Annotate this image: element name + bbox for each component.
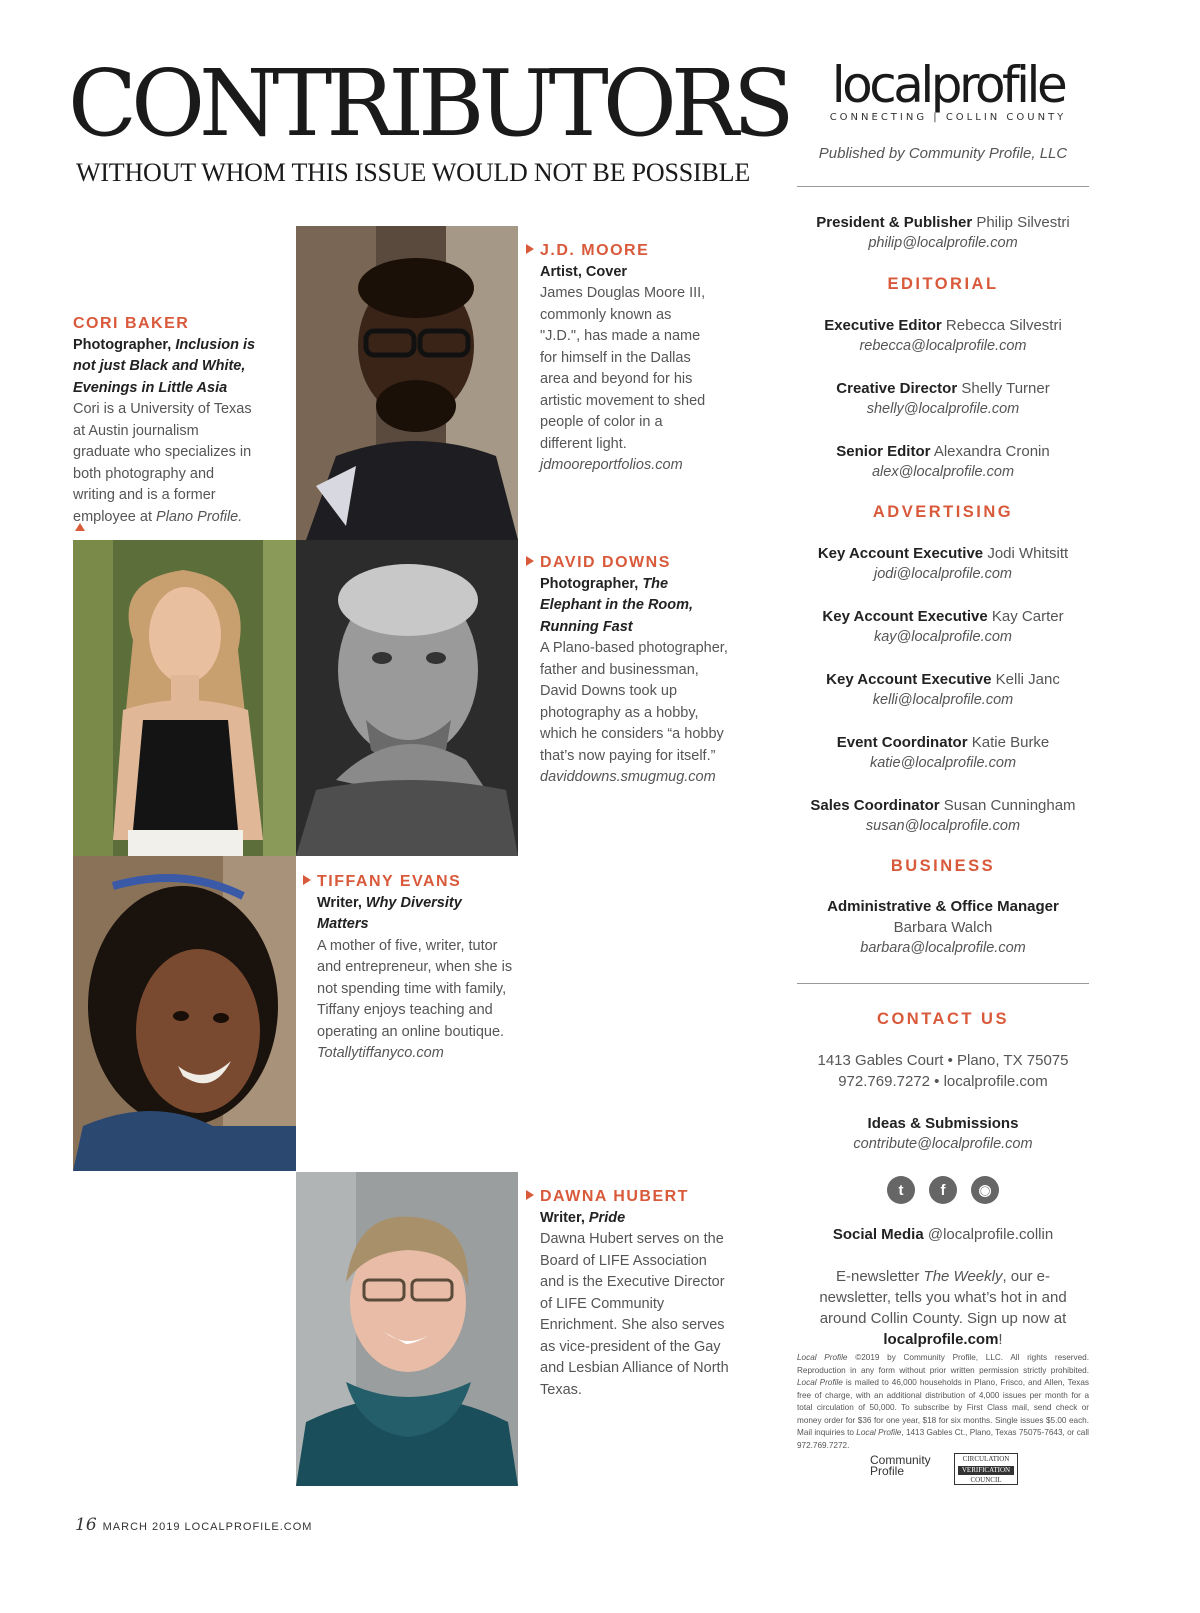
staff-email[interactable]: kelli@localprofile.com: [872, 692, 1014, 708]
staff-name: Kay Carter: [991, 608, 1064, 625]
social-title: Social Media: [832, 1226, 924, 1243]
logo-tagline: CONNECTING | COLLIN COUNTY: [829, 112, 1067, 123]
divider: [797, 983, 1089, 984]
contributor-role-stories: The Elephant in the Room, Running Fast: [540, 575, 694, 635]
masthead-advertising-4: [797, 795, 1089, 837]
page-footer: [75, 1515, 312, 1535]
instagram-icon[interactable]: ◉: [971, 1176, 999, 1204]
logo-wordmark: localprofile: [831, 56, 1065, 114]
bio-dawna-hubert: [540, 1186, 735, 1401]
masthead-editorial-2: [797, 441, 1089, 483]
page-title: CONTRIBUTORS: [68, 50, 789, 157]
staff-email[interactable]: susan@localprofile.com: [865, 818, 1021, 834]
community-profile-logo: Community Profile: [870, 1453, 931, 1478]
staff-email[interactable]: alex@localprofile.com: [871, 464, 1015, 480]
staff-title: Executive Editor: [824, 317, 942, 334]
fine-text: , 1413 Gables Ct., Plano, Texas 75075-7643, or call 972.769.7272.: [797, 1428, 1089, 1450]
staff-title: Event Coordinator: [836, 734, 968, 751]
staff-email[interactable]: rebecca@localprofile.com: [859, 338, 1027, 354]
staff-title: Senior Editor: [836, 443, 931, 460]
contributor-name: TIFFANY EVANS: [317, 873, 462, 890]
fine-publication: Local Profile: [856, 1428, 902, 1437]
contributor-role-stories: Why Diversity Matters: [317, 894, 462, 932]
contributor-role-stories: Inclusion is not just Black and White, Evenings in Little Asia: [73, 336, 256, 396]
section-heading-contact: CONTACT US: [877, 1010, 1009, 1028]
enews-title: The Weekly: [923, 1268, 1003, 1285]
contributor-name: DAWNA HUBERT: [540, 1188, 689, 1205]
staff-email[interactable]: philip@localprofile.com: [868, 235, 1018, 251]
twitter-icon[interactable]: t: [887, 1176, 915, 1204]
photo-cori-baker: [73, 540, 296, 856]
divider: [797, 186, 1089, 187]
contributor-bio: A mother of five, writer, tutor and entrepreneur, when she is not spending time with family, Tiffany enjoys teaching and operating an online boutique.: [317, 937, 513, 1040]
fine-publication: Local Profile: [797, 1353, 848, 1362]
footer-text: MARCH 2019 LOCALPROFILE.COM: [102, 1521, 313, 1533]
staff-title: Administrative & Office Manager: [827, 898, 1059, 915]
section-heading-advertising: ADVERTISING: [872, 503, 1014, 521]
masthead-editorial-1: [797, 378, 1089, 420]
contact-info: [797, 1050, 1089, 1092]
contributor-role-prefix: Writer,: [540, 1209, 589, 1226]
contributor-bio: James Douglas Moore III, commonly known as "J.D.", has made a name for himself in the Dallas area and beyond for his artistic movement to shed people of color in a different light.: [540, 285, 706, 452]
staff-name: Alexandra Cronin: [933, 443, 1050, 460]
staff-title: Key Account Executive: [817, 545, 984, 562]
contributor-link[interactable]: jdmooreportfolios.com: [540, 457, 683, 473]
bio-david-downs: [540, 552, 730, 789]
social-handle[interactable]: @localprofile.collin: [927, 1226, 1054, 1243]
contributor-role-prefix: Photographer,: [540, 575, 643, 592]
staff-name: Barbara Walch: [893, 919, 993, 936]
contributor-bio: Cori is a University of Texas at Austin journalism graduate who specializes in both photography and writing and is a former employee at: [73, 401, 252, 525]
bio-jd-moore: [540, 240, 710, 477]
staff-name: Philip Silvestri: [976, 214, 1070, 231]
published-by: Published by Community Profile, LLC: [818, 145, 1068, 162]
photo-david-downs: [296, 540, 518, 856]
staff-title: President & Publisher: [816, 214, 973, 231]
staff-name: Rebecca Silvestri: [945, 317, 1062, 334]
contributor-bio: Dawna Hubert serves on the Board of LIFE Association and is the Executive Director of LIFE Community Enrichment. She also serves as vice-president of the Gay and Lesbian Alliance of North Texas.: [540, 1231, 729, 1398]
staff-name: Susan Cunningham: [943, 797, 1076, 814]
contributor-name: CORI BAKER: [73, 315, 190, 332]
masthead-business: [797, 896, 1089, 959]
contributor-role-prefix: Photographer,: [73, 336, 176, 353]
photo-jd-moore: [296, 226, 518, 540]
contributor-bio: A Plano-based photographer, father and businessman, David Downs took up photography as a hobby, which he considers “a hobby that’s now paying for itself.”: [540, 640, 728, 764]
pointer-icon: [526, 556, 534, 566]
pointer-icon: [526, 244, 534, 254]
masthead-advertising-1: [797, 606, 1089, 648]
staff-email[interactable]: kay@localprofile.com: [873, 629, 1013, 645]
bio-cori-baker: [73, 313, 258, 528]
page-subtitle: WITHOUT WHOM THIS ISSUE WOULD NOT BE POSSIBLE: [76, 158, 750, 187]
staff-name: Jodi Whitsitt: [987, 545, 1069, 562]
ideas-title: Ideas & Submissions: [867, 1115, 1019, 1132]
section-heading-business: BUSINESS: [890, 857, 996, 875]
enewsletter: [797, 1266, 1089, 1350]
pointer-up-icon: [75, 523, 85, 531]
social-media: [797, 1224, 1089, 1245]
staff-name: Katie Burke: [971, 734, 1050, 751]
contributor-role: Artist, Cover: [540, 263, 628, 280]
contributor-name: J.D. MOORE: [540, 242, 650, 259]
ideas-submissions: [797, 1113, 1089, 1155]
pointer-icon: [303, 875, 311, 885]
masthead-publisher: [797, 212, 1089, 254]
staff-name: Shelly Turner: [961, 380, 1050, 397]
photo-tiffany-evans: [73, 856, 296, 1171]
staff-title: Key Account Executive: [826, 671, 992, 688]
staff-name: Kelli Janc: [995, 671, 1060, 688]
contributor-name: DAVID DOWNS: [540, 554, 671, 571]
contributor-bio-publication: Plano Profile.: [156, 508, 243, 525]
section-heading-editorial: EDITORIAL: [887, 275, 999, 293]
masthead-advertising-0: [797, 543, 1089, 585]
cvc-text: COUNCIL: [970, 1476, 1002, 1484]
pointer-icon: [526, 1190, 534, 1200]
masthead-advertising-3: [797, 732, 1089, 774]
facebook-icon[interactable]: f: [929, 1176, 957, 1204]
fine-print: [797, 1352, 1089, 1452]
cvc-text: VERIFICATION: [958, 1466, 1014, 1476]
cvc-text: CIRCULATION: [962, 1455, 1010, 1463]
staff-title: Key Account Executive: [822, 608, 988, 625]
enews-text: !: [998, 1331, 1003, 1348]
contributor-link[interactable]: daviddowns.smugmug.com: [540, 769, 716, 785]
page-number: 16: [75, 1515, 97, 1535]
social-icons: [797, 1176, 1089, 1204]
staff-title: Creative Director: [836, 380, 958, 397]
ideas-email[interactable]: contribute@localprofile.com: [853, 1136, 1033, 1152]
masthead-editorial-0: [797, 315, 1089, 357]
contributor-link[interactable]: Totallytiffanyco.com: [317, 1045, 444, 1061]
fine-text: ©2019 by Community Profile, LLC. All rights reserved. Reproduction in any form without prior written permission strictly prohibited.: [797, 1353, 1089, 1375]
fine-publication: Local Profile: [797, 1378, 843, 1387]
photo-dawna-hubert: [296, 1172, 518, 1486]
contact-phone-web: 972.769.7272 • localprofile.com: [838, 1073, 1048, 1090]
fine-text: is mailed to 46,000 households in Plano, Frisco, and Allen, Texas free of charge, with an additional distribution of 4,000 issues per month for a total circulation of 50,000. To subscribe by First Class mail, send check or money order for $36 for one year, $18 for six months. Single issues $5.00 each. Mail inquiries to: [797, 1378, 1089, 1437]
masthead-advertising-2: [797, 669, 1089, 711]
staff-email[interactable]: barbara@localprofile.com: [860, 940, 1026, 956]
staff-email[interactable]: shelly@localprofile.com: [866, 401, 1020, 417]
staff-email[interactable]: katie@localprofile.com: [869, 755, 1017, 771]
enews-text: E-newsletter: [836, 1268, 924, 1285]
contributor-role-prefix: Writer,: [317, 894, 366, 911]
enews-link[interactable]: localprofile.com: [883, 1331, 999, 1348]
enews-text: , our e-newsletter, tells you what’s hot in and around Collin County. Sign up now at: [819, 1268, 1067, 1327]
localprofile-logo: [808, 56, 1088, 123]
staff-email[interactable]: jodi@localprofile.com: [873, 566, 1013, 582]
staff-title: Sales Coordinator: [810, 797, 940, 814]
circulation-council-logo: [954, 1453, 1018, 1485]
contact-address: 1413 Gables Court • Plano, TX 75075: [817, 1052, 1069, 1069]
contributor-role-stories: Pride: [588, 1209, 626, 1226]
bio-tiffany-evans: [317, 871, 517, 1065]
